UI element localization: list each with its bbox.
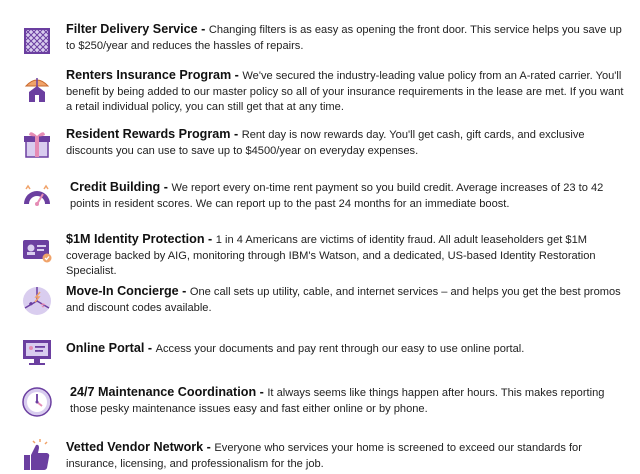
service-title: $1M Identity Protection (66, 232, 205, 246)
gift-icon (20, 127, 54, 161)
service-text: Resident Rewards Program - Rent day is now rewards day. You'll get cash, gift cards, and exclusive discounts you can use to save up to $4500/year on everyday expenses. (66, 127, 585, 157)
service-text: Credit Building - We report every on-time rent payment so you build credit. Average increases of 23 to 42 points in resident scores. We can report up to the past 24 months for an immediate boost. (70, 180, 604, 210)
service-text: 24/7 Maintenance Coordination - It always seems like things happen after hours. This makes reporting those pesky maintenance issues easy and fast either online or by phone. (70, 385, 605, 415)
service-text: Vetted Vendor Network - Everyone who services your home is screened to exceed our standards for insurance, licensing, and professionalism for the job. (66, 440, 582, 470)
clock-icon (20, 385, 54, 419)
filter-icon (20, 24, 54, 58)
service-title: Vetted Vendor Network (66, 440, 204, 454)
service-title: Renters Insurance Program (66, 68, 232, 82)
umbrella-house-icon (20, 72, 54, 106)
monitor-icon (20, 335, 54, 369)
identity-card-icon (20, 232, 54, 266)
service-description: Changing filters is as easy as opening the front door. This service helps you save up to $250/year and reduces the hassles of repairs. (66, 24, 622, 52)
service-text: Renters Insurance Program - We've secured the industry-leading value policy from an A-rated carrier. You'll benefit by being added to our master policy so all of your insurance requirements in the lease are met. If you want a retail individual policy, you can still get that at any time. (66, 68, 624, 114)
service-description: Access your documents and pay rent through our easy to use online portal. (155, 343, 525, 355)
service-description: Rent day is now rewards day. You'll get cash, gift cards, and exclusive discounts you can use to save up to $4500/year on everyday expenses. (66, 129, 585, 157)
service-title: Online Portal (66, 341, 145, 355)
service-title: 24/7 Maintenance Coordination (70, 385, 257, 399)
service-title: Move-In Concierge (66, 284, 179, 298)
credit-gauge-icon (20, 180, 54, 214)
service-text: Move-In Concierge - One call sets up utility, cable, and internet services – and helps you get the best promos and discount codes available. (66, 284, 621, 314)
service-title: Filter Delivery Service (66, 22, 198, 36)
service-title: Credit Building (70, 180, 161, 194)
service-title: Resident Rewards Program (66, 127, 231, 141)
service-description: It always seems like things happen after hours. This makes reporting those pesky maintenance issues easy and fast either online or by phone. (70, 387, 605, 415)
service-text: Online Portal - Access your documents and pay rent through our easy to use online portal. (66, 341, 525, 355)
service-description: We've secured the industry-leading value policy from an A-rated carrier. You'll benefit by being added to our master policy so all of your insurance requirements in the lease are met. If you want a retail individual policy, you can still get that at any time. (66, 70, 624, 114)
service-description: 1 in 4 Americans are victims of identity fraud. All adult leaseholders get $1M coverage backed by AIG, monitoring through IBM's Watson, and a dedicated, US-based Identity Restoration Specialist. (66, 234, 596, 278)
utilities-icon (20, 284, 54, 318)
service-text: Filter Delivery Service - Changing filters is as easy as opening the front door. This service helps you save up to $250/year and reduces the hassles of repairs. (66, 22, 622, 52)
thumbs-up-icon (20, 440, 54, 474)
service-description: Everyone who services your home is screened to exceed our standards for insurance, licensing, and professionalism for the job. (66, 442, 582, 470)
service-text: $1M Identity Protection - 1 in 4 Americans are victims of identity fraud. All adult leaseholders get $1M coverage backed by AIG, monitoring through IBM's Watson, and a dedicated, US-based Identity Restoration Specialist. (66, 232, 596, 278)
service-description: One call sets up utility, cable, and internet services – and helps you get the best promos and discount codes available. (66, 286, 621, 314)
service-description: We report every on-time rent payment so you build credit. Average increases of 23 to 42 points in resident scores. We can report up to the past 24 months for an immediate boost. (70, 182, 604, 210)
